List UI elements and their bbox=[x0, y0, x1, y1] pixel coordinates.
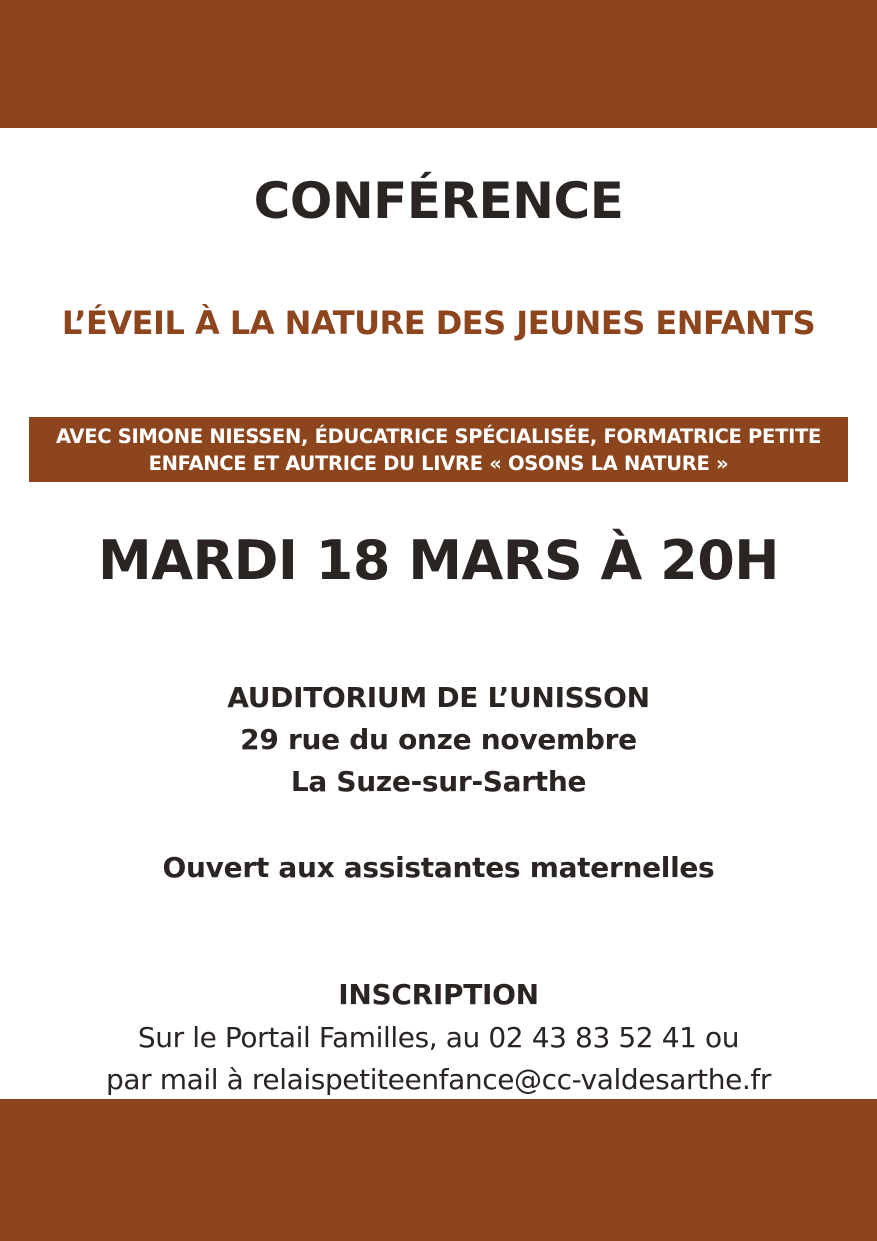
conference-subtitle: L’ÉVEIL À LA NATURE DES JEUNES ENFANTS bbox=[61, 304, 816, 342]
speaker-line-1: AVEC SIMONE NIESSEN, ÉDUCATRICE SPÉCIALISÉE, FORMATRICE PETITE bbox=[55, 425, 822, 448]
speaker-banner bbox=[29, 417, 848, 482]
header-band bbox=[0, 0, 877, 128]
audience-note: Ouvert aux assistantes maternelles bbox=[162, 851, 715, 884]
speaker-line-2: ENFANCE ET AUTRICE DU LIVRE « OSONS LA NATURE » bbox=[148, 452, 729, 475]
registration-line-1: Sur le Portail Familles, au 02 43 83 52 41 ou bbox=[137, 1021, 740, 1054]
venue-name: AUDITORIUM DE L’UNISSON bbox=[227, 681, 650, 714]
registration-heading: INSCRIPTION bbox=[338, 978, 539, 1011]
registration-line-2: par mail à relaispetiteenfance@cc-valdesarthe.fr bbox=[106, 1063, 771, 1096]
footer-band bbox=[0, 1099, 877, 1241]
event-date: MARDI 18 MARS À 20H bbox=[97, 529, 779, 592]
page-title: CONFÉRENCE bbox=[253, 172, 624, 230]
venue-street: 29 rue du onze novembre bbox=[240, 723, 637, 756]
venue-city: La Suze-sur-Sarthe bbox=[290, 765, 587, 798]
